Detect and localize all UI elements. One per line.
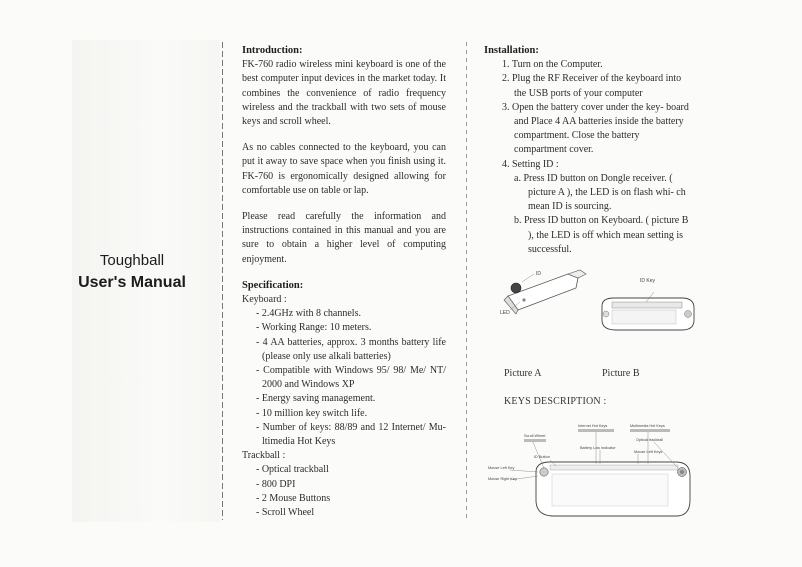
multimedia-keys-fine-print	[630, 429, 670, 432]
caption-picture-a: Picture A	[504, 368, 542, 379]
spec-item: - Scroll Wheel	[256, 507, 315, 519]
dongle-and-keyboard-illustration	[494, 268, 704, 368]
spec-item: - 2.4GHz with 8 channels.	[256, 308, 361, 320]
keys-description-figure	[488, 418, 698, 520]
keys-description-heading: KEYS DESCRIPTION :	[504, 396, 607, 407]
fold-line-left	[222, 42, 223, 520]
keyboard-keys-illustration	[488, 418, 698, 520]
label-battery-indicator: Battery Low Indicator	[580, 446, 616, 450]
cover-subtitle: Toughball	[99, 252, 165, 269]
install-substep: a. Press ID button on Dongle receiver. ( picture A ), the LED is on flash whi- ch mean ID is sourcing.	[514, 172, 686, 213]
spec-item: - Optical trackball	[256, 464, 329, 476]
label-multimedia-hot-keys: Multimedia Hot Keys	[630, 424, 665, 428]
keyboard-id-label: ID Key	[640, 278, 656, 284]
label-optical-trackball: Optical trackball	[636, 438, 664, 442]
scroll-wheel-fine-print	[524, 439, 546, 442]
spec-item: - Compatible with Windows 95/ 98/ Me/ NT/ 2000 and Windows XP	[256, 365, 446, 391]
trackball-label: Trackball :	[242, 450, 286, 462]
right-column	[484, 44, 690, 257]
specification-heading: Specification:	[242, 279, 304, 291]
usb-dongle-drawing	[504, 270, 586, 314]
middle-column	[242, 44, 446, 520]
label-internet-hot-keys: Internet Hot Keys	[578, 424, 608, 428]
installation-heading: Installation:	[484, 45, 539, 56]
install-step: 4. Setting ID :	[502, 158, 559, 170]
spec-item: - Working Range: 10 meters.	[256, 322, 372, 334]
install-step: 2. Plug the RF Receiver of the keyboard into the USB ports of your computer	[502, 73, 682, 99]
spec-item: - 10 million key switch life.	[256, 407, 368, 419]
label-id-button: ID Button	[534, 455, 550, 459]
label-scroll-wheel: Scroll Wheel	[524, 434, 546, 438]
intro-paragraph: As no cables connected to the keyboard, you can put it away to save space when you finish using it. FK-760 is ergonomically designed allowing for comfortable use on table or lap.	[242, 142, 446, 196]
setup-figures	[494, 268, 704, 368]
keyboard-b-drawing	[602, 292, 694, 330]
keyboard-outline	[536, 462, 690, 516]
intro-paragraph: FK-760 radio wireless mini keyboard is one of the best computer input devices in the market today. It combines the convenience of radio frequency wireless and the trackball with two sets of mouse keys and scroll wheel.	[242, 59, 446, 128]
cover-title: User's Manual	[78, 274, 186, 291]
spec-item: - 2 Mouse Buttons	[256, 492, 331, 504]
spec-item: - 800 DPI	[256, 478, 296, 490]
introduction-heading: Introduction:	[242, 45, 303, 56]
label-mouse-left-keys: Mouse Left Keys	[634, 450, 663, 454]
spec-item: - Energy saving management.	[256, 393, 376, 405]
spec-item: - 4 AA batteries, approx. 3 months battery life (please only use alkali batteries)	[256, 336, 446, 362]
label-mouse-left-key: Mouse Left Key	[488, 466, 515, 470]
install-step: 1. Turn on the Computer.	[502, 59, 603, 71]
install-step: 3. Open the battery cover under the key- board and Place 4 AA batteries inside the battery compartment. Close the battery compartment cover.	[502, 101, 689, 156]
fold-line-right	[466, 42, 467, 520]
dongle-led-label: LED	[500, 310, 510, 316]
dongle-id-label: ID	[536, 271, 541, 277]
spec-item: - Number of keys: 88/89 and 12 Internet/ Mu- ltimedia Hot Keys	[256, 421, 446, 448]
internet-keys-fine-print	[578, 429, 614, 432]
keyboard-label: Keyboard :	[242, 294, 287, 306]
intro-paragraph: Please read carefully the information and instructions contained in this manual and you are sure to obtain a higher level of computing enjoyment.	[242, 211, 446, 265]
label-mouse-right-key: Mouse Right Key	[488, 477, 517, 481]
install-substep: b. Press ID button on Keyboard. ( picture B ), the LED is off which mean setting is successful.	[514, 215, 689, 255]
caption-picture-b: Picture B	[602, 368, 640, 379]
